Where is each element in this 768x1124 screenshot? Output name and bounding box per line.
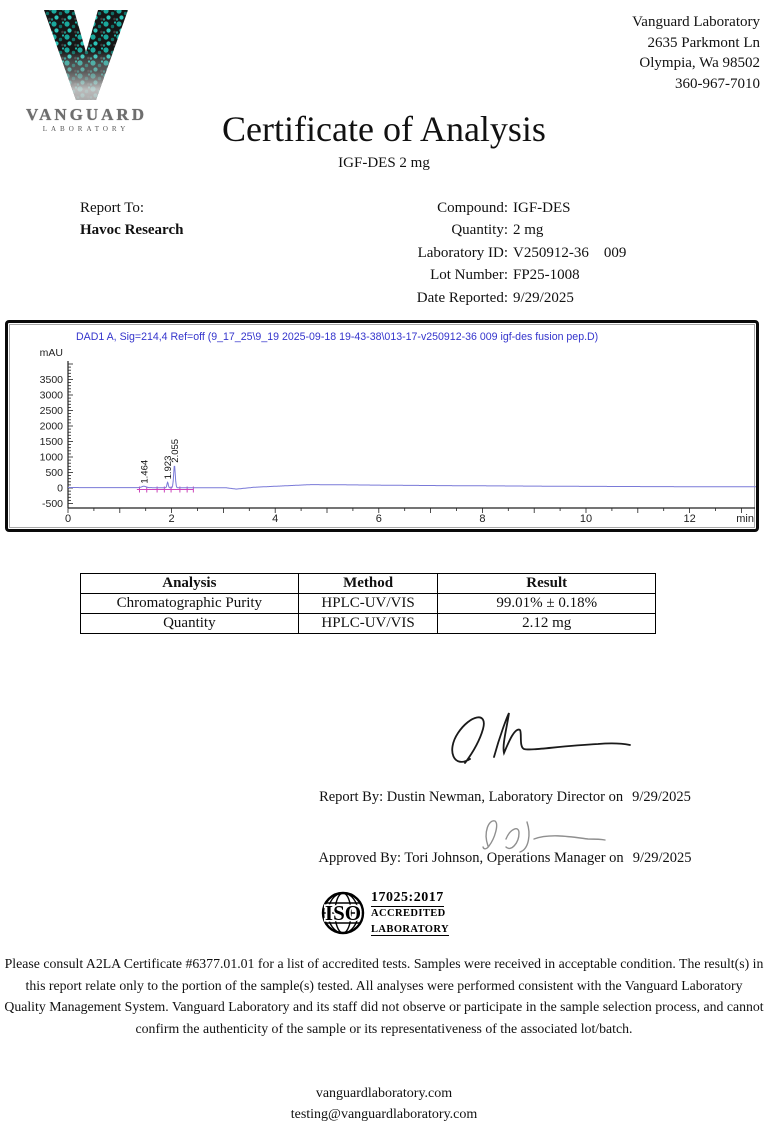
detail-value: 9/29/2025 [513, 289, 574, 306]
svg-text:8: 8 [479, 513, 486, 525]
iso-globe-icon [319, 889, 367, 937]
svg-text:min: min [736, 513, 754, 525]
iso-accreditation [0, 888, 768, 937]
cell-analysis: Chromatographic Purity [81, 594, 299, 614]
table-row [81, 614, 656, 634]
website-text: vanguardlaboratory.com [315, 1086, 453, 1101]
header-method: Method [298, 574, 438, 594]
approved-by-date: 9/29/2025 [632, 850, 692, 866]
address-line: 360-967-7010 [675, 75, 760, 92]
svg-text:2: 2 [168, 513, 175, 525]
disclaimer-text: Please consult A2LA Certificate #6377.01.01 for a list of accredited tests. Samples were received in acceptable condition. The result(s) in this report relate only to the portion of the sample(s) tested. All analyses were performed consistent with the Vanguard Laboratory Quality Management System. Vanguard Laboratory and its staff did not observe or participate in the sample selection process, and cannot confirm the authenticity of the sample or its representativeness of the associated lot/batch. [4, 956, 764, 1036]
cell-result: 2.12 mg [438, 614, 656, 634]
header-analysis: Analysis [81, 574, 299, 594]
svg-text:1000: 1000 [39, 451, 63, 464]
page-title: Certificate of Analysis [222, 109, 546, 149]
svg-text:3000: 3000 [39, 389, 63, 402]
page-subtitle: IGF-DES 2 mg [338, 155, 430, 171]
detail-label: Compound: [437, 200, 508, 216]
svg-text:4: 4 [272, 513, 279, 525]
svg-text:12: 12 [683, 513, 696, 525]
svg-text:500: 500 [45, 467, 63, 479]
logo-brand-text: VANGUARD [26, 105, 147, 124]
svg-text:0: 0 [64, 513, 72, 525]
svg-text:2.055: 2.055 [169, 438, 181, 463]
detail-value: FP25-1008 [513, 267, 580, 284]
report-to-label: Report To: [80, 200, 145, 216]
results-table [80, 573, 656, 634]
svg-text:10: 10 [579, 513, 593, 525]
detail-label: Lot Number: [430, 267, 508, 284]
svg-text:1500: 1500 [39, 436, 63, 448]
detail-row [375, 264, 626, 286]
chromatogram-panel [5, 320, 759, 532]
chromatogram-plot [8, 323, 756, 529]
address-line: 2635 Parkmont Ln [647, 34, 760, 51]
cell-analysis: Quantity [81, 614, 299, 634]
lab-address [632, 12, 760, 94]
sample-details [375, 197, 626, 309]
header-result: Result [438, 574, 656, 594]
detail-value: 2 mg [513, 222, 544, 239]
svg-text:2500: 2500 [39, 405, 63, 417]
approved-by-line [260, 850, 750, 867]
report-by-text: Report By: Dustin Newman, Laboratory Director on [319, 789, 624, 805]
svg-text:6: 6 [375, 513, 382, 525]
iso-laboratory-text: LABORATORY [371, 924, 449, 935]
iso-accredited-text: ACCREDITED [371, 908, 446, 919]
report-by-date: 9/29/2025 [632, 789, 691, 805]
approved-by-text: Approved By: Tori Johnson, Operations Manager on [318, 850, 624, 866]
svg-text:ISO: ISO [324, 900, 362, 925]
cell-method: HPLC-UV/VIS [298, 594, 438, 614]
director-signature [440, 705, 640, 777]
table-row [81, 594, 656, 614]
svg-text:0: 0 [57, 482, 63, 495]
svg-text:3500: 3500 [39, 374, 63, 386]
logo-sub-text: LABORATORY [42, 125, 130, 133]
address-line: Vanguard Laboratory [632, 14, 760, 30]
vanguard-v-icon [38, 8, 134, 102]
detail-row [375, 287, 626, 309]
iso-standard: 17025:2017 [371, 890, 444, 905]
svg-text:1.464: 1.464 [139, 459, 151, 484]
report-by-line [260, 789, 750, 806]
address-line: Olympia, Wa 98502 [639, 55, 760, 71]
detail-value: V250912-36 009 [513, 244, 627, 261]
client-name: Havoc Research [80, 222, 184, 238]
detail-row [375, 242, 626, 264]
cell-method: HPLC-UV/VIS [298, 614, 438, 634]
report-to-block [80, 197, 183, 241]
detail-row [375, 197, 626, 219]
email-text: testing@vanguardlaboratory.com [290, 1107, 478, 1122]
detail-row [375, 219, 626, 241]
detail-label: Date Reported: [416, 289, 508, 306]
svg-text:2000: 2000 [39, 420, 63, 433]
iso-text-block [371, 888, 449, 937]
table-header-row [81, 574, 656, 594]
svg-text:-500: -500 [41, 498, 63, 510]
footer-contact [0, 1083, 768, 1124]
chromatogram-title: DAD1 A, Sig=214,4 Ref=off (9_17_25\9_19 2025-09-18 19-43-38\013-17-v250912-36 009 igf-des fusion pep.D) [76, 331, 599, 343]
detail-label: Quantity: [451, 222, 508, 239]
detail-label: Laboratory ID: [417, 244, 508, 261]
svg-text:mAU: mAU [39, 347, 63, 359]
cell-result: 99.01% ± 0.18% [438, 594, 656, 614]
svg-text:1.923: 1.923 [163, 455, 175, 480]
detail-value: IGF-DES [513, 200, 571, 216]
